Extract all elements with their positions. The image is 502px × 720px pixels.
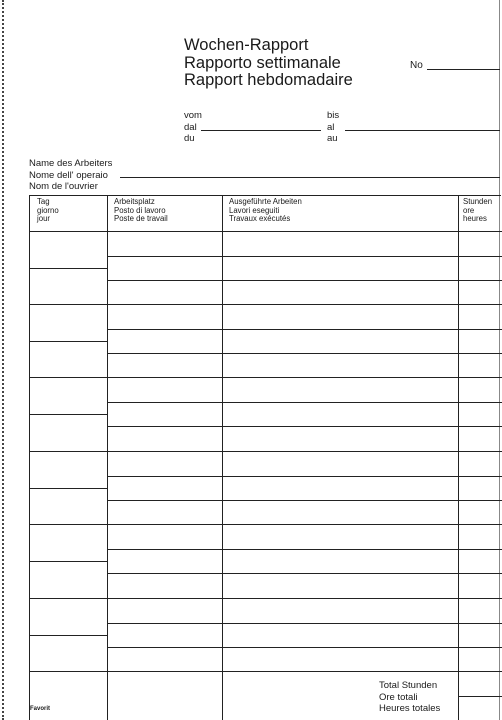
day-split-line: [30, 635, 107, 636]
day-divider: [30, 304, 502, 305]
col-header-day: Tag giorno jour: [37, 197, 59, 224]
row-line: [107, 329, 502, 330]
row-line: [107, 256, 502, 257]
day-divider: [30, 598, 502, 599]
total-fr: Heures totales: [379, 703, 441, 715]
day-split-line: [30, 561, 107, 562]
number-field[interactable]: [427, 69, 500, 70]
row-line: [107, 647, 502, 648]
title-de: Wochen-Rapport: [184, 36, 309, 54]
from-fr: du: [184, 133, 195, 145]
total-it: Ore totali: [379, 691, 418, 703]
row-line: [107, 549, 502, 550]
header-divider: [30, 231, 502, 232]
day-split-line: [30, 414, 107, 415]
day-divider: [30, 377, 502, 378]
worker-name-de: Name des Arbeiters: [29, 158, 113, 169]
worker-name-fr: Nom de l'ouvrier: [29, 181, 98, 193]
worker-name-field[interactable]: [120, 177, 500, 178]
hours-total-line: [458, 696, 502, 697]
to-de: bis: [327, 110, 340, 121]
from-it: dal: [184, 121, 197, 133]
row-line: [107, 426, 502, 427]
row-line: [107, 402, 502, 403]
from-de: vom: [184, 110, 202, 121]
worker-name-labels: [29, 158, 112, 193]
day-split-line: [30, 341, 107, 342]
day-split-line: [30, 488, 107, 489]
title-fr: Rapport hebdomadaire: [184, 71, 353, 89]
brand-label: Favorit: [30, 706, 51, 712]
number-label: No: [410, 60, 423, 71]
col-header-workplace: Arbeitsplatz Posto di lavoro Poste de travail: [114, 197, 168, 224]
to-date-field[interactable]: [345, 130, 500, 131]
col-divider-2: [222, 196, 223, 720]
to-it: al: [327, 121, 335, 133]
col-divider-3: [458, 196, 459, 720]
day-divider: [30, 451, 502, 452]
row-line: [107, 476, 502, 477]
col-header-hours: Stunden ore heures: [463, 197, 493, 224]
day-divider: [30, 671, 502, 672]
total-hours-label: [379, 680, 440, 715]
col-header-work-done: Ausgeführte Arbeiten Lavori eseguiti Travaux exécutés: [229, 197, 302, 224]
day-split-line: [30, 268, 107, 269]
row-line: [107, 500, 502, 501]
report-table: [29, 195, 501, 720]
row-line: [107, 280, 502, 281]
to-fr: au: [327, 133, 338, 145]
total-de: Total Stunden: [379, 680, 438, 691]
col-divider-1: [107, 196, 108, 720]
to-labels: [327, 110, 339, 145]
worker-name-it: Nome dell' operaio: [29, 169, 108, 181]
from-labels: [184, 110, 202, 145]
row-line: [107, 623, 502, 624]
row-line: [107, 573, 502, 574]
from-date-field[interactable]: [201, 130, 321, 131]
form-title: [184, 37, 353, 90]
row-line: [107, 353, 502, 354]
perforation-edge: [2, 0, 4, 720]
title-it: Rapporto settimanale: [184, 53, 341, 72]
day-divider: [30, 524, 502, 525]
